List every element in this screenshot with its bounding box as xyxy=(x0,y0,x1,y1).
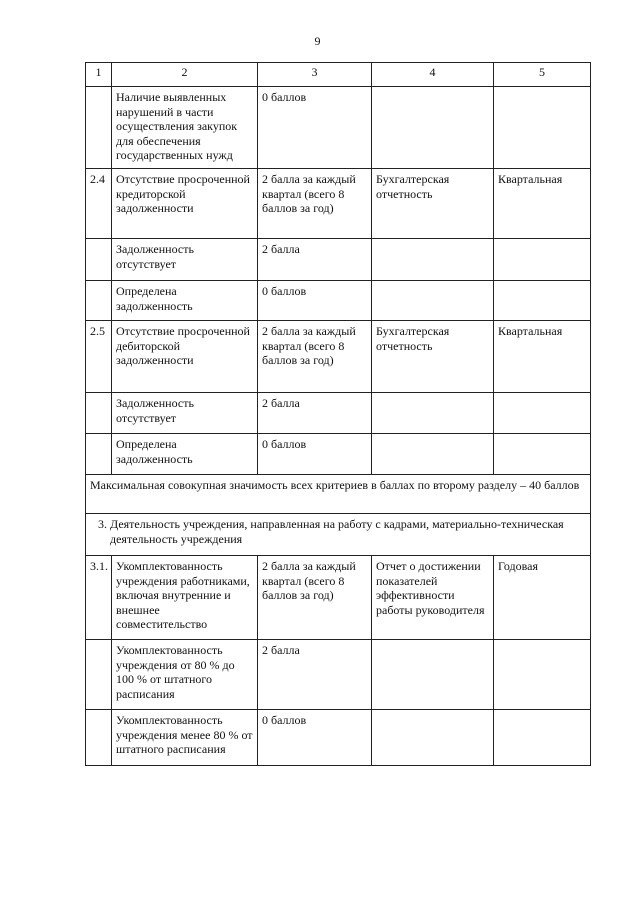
period-cell xyxy=(494,640,591,710)
table-row xyxy=(86,556,591,640)
table-row xyxy=(86,393,591,434)
table-row xyxy=(86,169,591,239)
row-number xyxy=(86,434,112,475)
criterion-cell: Определена задолженность xyxy=(112,434,258,475)
criterion-cell: Укомплектованность учреждения работниками, включая внутренние и внешнее совместительство xyxy=(112,556,258,640)
criterion-cell: Укомплектованность учреждения менее 80 % от штатного расписания xyxy=(112,710,258,766)
period-cell xyxy=(494,393,591,434)
source-cell: Бухгалтерская отчетность xyxy=(372,169,494,239)
criterion-cell: Определена задолженность xyxy=(112,281,258,321)
table-row xyxy=(86,87,591,169)
row-number: 3.1. xyxy=(86,556,112,640)
row-number: 2.4 xyxy=(86,169,112,239)
score-cell: 2 балла xyxy=(258,640,372,710)
source-cell xyxy=(372,239,494,281)
score-cell: 0 баллов xyxy=(258,434,372,475)
summary-row xyxy=(86,475,591,514)
source-cell xyxy=(372,434,494,475)
period-cell xyxy=(494,239,591,281)
header-cell: 5 xyxy=(494,63,591,87)
table-row xyxy=(86,281,591,321)
header-cell: 3 xyxy=(258,63,372,87)
source-cell xyxy=(372,710,494,766)
row-number: 2.5 xyxy=(86,321,112,393)
row-number xyxy=(86,281,112,321)
header-cell: 4 xyxy=(372,63,494,87)
criteria-table xyxy=(85,62,591,766)
row-number xyxy=(86,87,112,169)
criterion-cell: Отсутствие просроченной кредиторской задолженности xyxy=(112,169,258,239)
row-number xyxy=(86,640,112,710)
criterion-cell: Задолженность отсутствует xyxy=(112,393,258,434)
score-cell: 2 балла xyxy=(258,393,372,434)
section-summary: Максимальная совокупная значимость всех критериев в баллах по второму разделу – 40 баллов xyxy=(86,475,591,514)
source-cell xyxy=(372,640,494,710)
table-row xyxy=(86,239,591,281)
score-cell: 2 балла за каждый квартал (всего 8 баллов за год) xyxy=(258,556,372,640)
period-cell: Квартальная xyxy=(494,321,591,393)
table-row xyxy=(86,434,591,475)
period-cell: Годовая xyxy=(494,556,591,640)
criterion-cell: Отсутствие просроченной дебиторской задолженности xyxy=(112,321,258,393)
score-cell: 2 балла xyxy=(258,239,372,281)
source-cell xyxy=(372,393,494,434)
table-row xyxy=(86,710,591,766)
source-cell: Бухгалтерская отчетность xyxy=(372,321,494,393)
header-cell: 1 xyxy=(86,63,112,87)
table-header-row xyxy=(86,63,591,87)
source-cell: Отчет о достижении показателей эффективности работы руководителя xyxy=(372,556,494,640)
page-number: 9 xyxy=(314,34,321,48)
table-row xyxy=(86,640,591,710)
section-title-row xyxy=(86,514,591,556)
period-cell xyxy=(494,281,591,321)
period-cell: Квартальная xyxy=(494,169,591,239)
score-cell: 0 баллов xyxy=(258,710,372,766)
row-number xyxy=(86,239,112,281)
section-3-title: 3. Деятельность учреждения, направленная на работу с кадрами, материально-техническая деятельность учреждения xyxy=(98,517,564,546)
table-row xyxy=(86,321,591,393)
header-cell: 2 xyxy=(112,63,258,87)
score-cell: 0 баллов xyxy=(258,281,372,321)
row-number xyxy=(86,393,112,434)
score-cell: 0 баллов xyxy=(258,87,372,169)
criterion-cell: Укомплектованность учреждения от 80 % до 100 % от штатного расписания xyxy=(112,640,258,710)
score-cell: 2 балла за каждый квартал (всего 8 баллов за год) xyxy=(258,169,372,239)
score-cell: 2 балла за каждый квартал (всего 8 баллов за год) xyxy=(258,321,372,393)
criterion-cell: Задолженность отсутствует xyxy=(112,239,258,281)
source-cell xyxy=(372,87,494,169)
source-cell xyxy=(372,281,494,321)
period-cell xyxy=(494,710,591,766)
criterion-cell: Наличие выявленных нарушений в части осуществления закупок для обеспечения государственных нужд xyxy=(112,87,258,169)
period-cell xyxy=(494,87,591,169)
row-number xyxy=(86,710,112,766)
period-cell xyxy=(494,434,591,475)
